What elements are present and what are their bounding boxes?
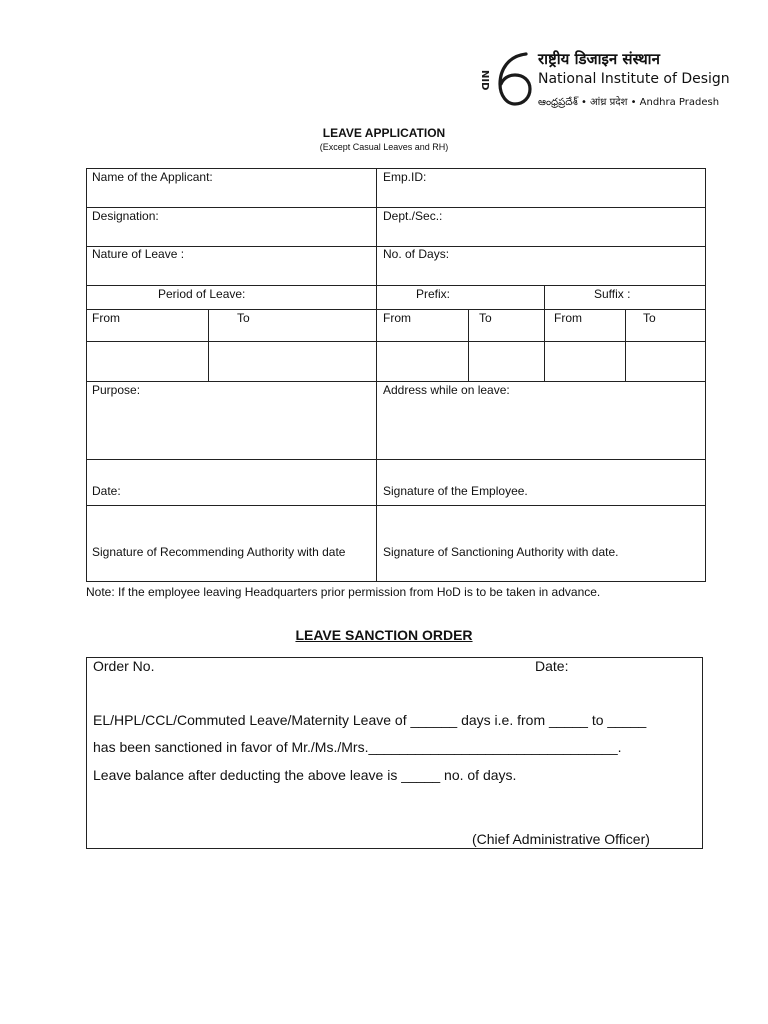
row-divider (87, 341, 705, 342)
row-divider (87, 285, 705, 286)
logo-hindi-name: राष्ट्रीय डिजाइन संस्थान (538, 50, 660, 68)
suffix-to-label: To (643, 311, 656, 325)
sanction-order-title-text: LEAVE SANCTION ORDER (295, 627, 473, 643)
employee-signature-field[interactable]: Signature of the Employee. (383, 484, 528, 498)
no-of-days-field[interactable]: No. of Days: (383, 247, 450, 261)
order-no-field[interactable]: Order No. (93, 658, 155, 674)
nid-logo (474, 46, 764, 110)
row-divider (87, 381, 705, 382)
chief-administrative-officer-signatory: (Chief Administrative Officer) (472, 831, 650, 847)
logo-region: ఆంధ్రప్రదేశ్ • आंध्र प्रदेश • Andhra Pradesh (538, 97, 720, 108)
designation-field[interactable]: Designation: (92, 209, 159, 223)
sanctioning-authority-signature[interactable]: Signature of Sanctioning Authority with date. (383, 545, 619, 559)
sanction-line-favor: has been sanctioned in favor of Mr./Ms./Mrs.________________________________. (93, 739, 622, 755)
sanction-line-leave-type: EL/HPL/CCL/Commuted Leave/Maternity Leave of ______ days i.e. from _____ to _____ (93, 712, 647, 728)
prefix-to-label: To (479, 311, 492, 325)
sanction-order-box (86, 657, 703, 849)
dept-field[interactable]: Dept./Sec.: (383, 209, 443, 223)
svg-text:NID: NID (479, 70, 490, 91)
period-of-leave-label: Period of Leave: (158, 287, 246, 301)
address-on-leave-field[interactable]: Address while on leave: (383, 383, 510, 397)
row-divider (87, 309, 705, 310)
purpose-field[interactable]: Purpose: (92, 383, 141, 397)
row-divider (87, 505, 705, 506)
suffix-label: Suffix : (594, 287, 631, 301)
prefix-label: Prefix: (416, 287, 451, 301)
sanction-date-field[interactable]: Date: (535, 658, 569, 674)
sanction-order-title (0, 627, 768, 643)
column-divider (208, 309, 209, 381)
form-title: LEAVE APPLICATION (322, 126, 446, 140)
logo-english-name: National Institute of Design (538, 71, 730, 87)
emp-id-field[interactable]: Emp.ID: (383, 170, 427, 184)
headquarters-note: Note: If the employee leaving Headquarters prior permission from HoD is to be taken in advance. (86, 585, 601, 599)
period-from-label: From (92, 311, 120, 325)
column-divider (468, 309, 469, 381)
row-divider (87, 459, 705, 460)
leave-application-table (86, 168, 706, 582)
applicant-name-field[interactable]: Name of the Applicant: (92, 170, 213, 184)
column-divider (625, 309, 626, 381)
nature-of-leave-field[interactable]: Nature of Leave : (92, 247, 185, 261)
form-subtitle: (Except Casual Leaves and RH) (319, 142, 449, 152)
period-to-label: To (237, 311, 250, 325)
sanction-line-balance: Leave balance after deducting the above leave is _____ no. of days. (93, 767, 517, 783)
column-divider (376, 169, 377, 581)
suffix-from-label: From (554, 311, 582, 325)
row-divider (87, 207, 705, 208)
date-field[interactable]: Date: (92, 484, 121, 498)
nid-logo-mark-icon (474, 48, 534, 108)
recommending-authority-signature[interactable]: Signature of Recommending Authority with date (92, 545, 346, 559)
column-divider (544, 285, 545, 381)
prefix-from-label: From (383, 311, 411, 325)
